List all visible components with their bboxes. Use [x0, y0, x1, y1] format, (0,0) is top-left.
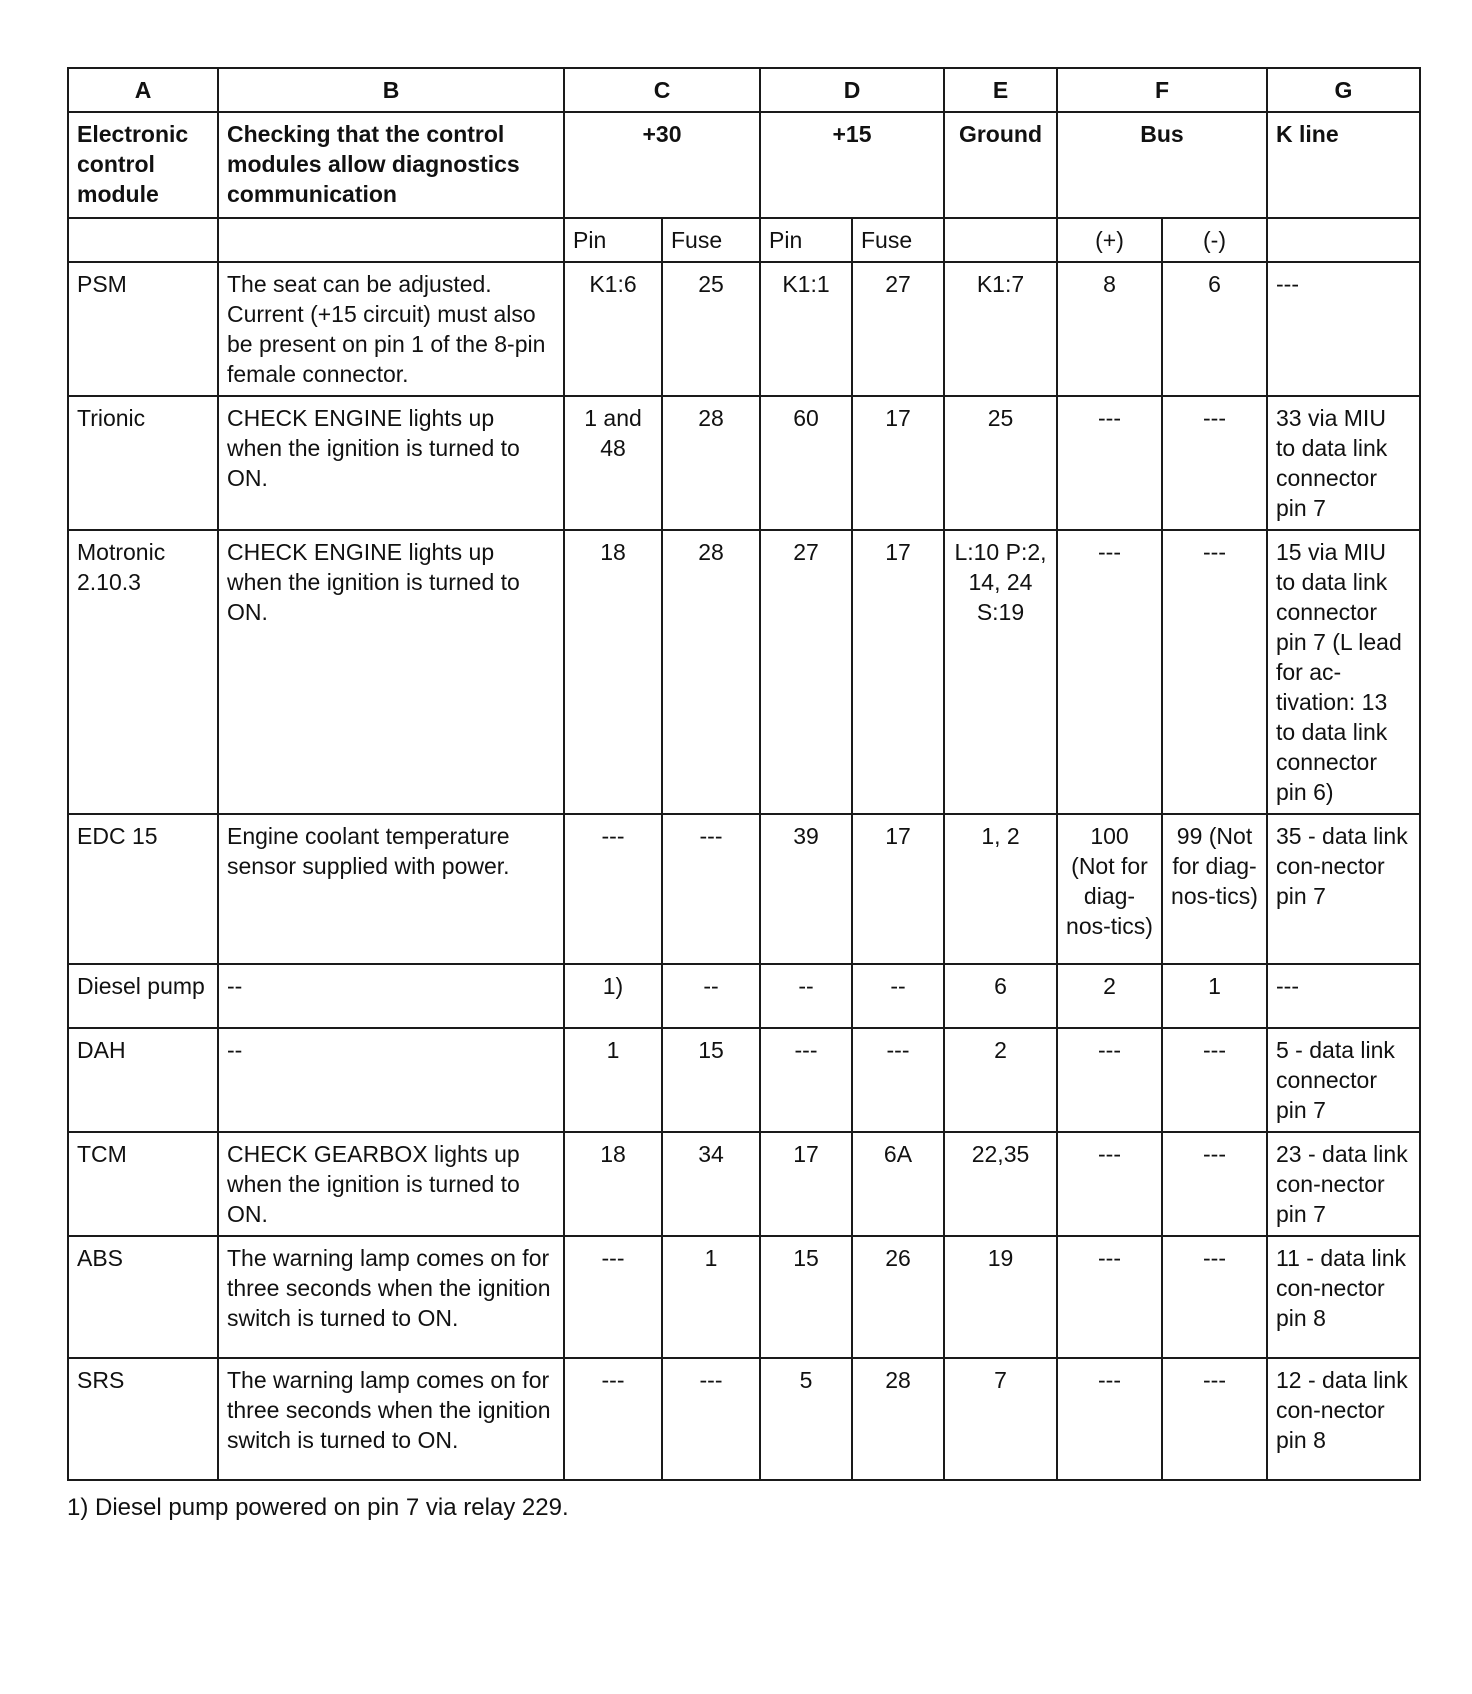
- cell-bus-plus: ---: [1057, 1132, 1162, 1236]
- subheader-empty: [944, 218, 1057, 262]
- cell-plus15-fuse: 17: [852, 814, 944, 964]
- cell-plus30-pin: 18: [564, 1132, 662, 1236]
- document-page: [67, 67, 1419, 1523]
- cell-bus-minus: 99 (Not for diag-nos-tics): [1162, 814, 1267, 964]
- cell-plus15-fuse: 17: [852, 530, 944, 814]
- subheader-plus15-fuse: Fuse: [852, 218, 944, 262]
- cell-k-line: 15 via MIU to data link connector pin 7 (L lead for ac-tivation: 13 to data link connector pin 6): [1267, 530, 1420, 814]
- cell-plus15-pin: --: [760, 964, 852, 1028]
- cell-plus15-pin: 17: [760, 1132, 852, 1236]
- cell-ground: K1:7: [944, 262, 1057, 396]
- cell-plus30-fuse: 28: [662, 396, 760, 530]
- header-row: [68, 112, 1420, 218]
- cell-bus-plus: 8: [1057, 262, 1162, 396]
- cell-check: --: [218, 964, 564, 1028]
- cell-plus30-pin: 1: [564, 1028, 662, 1132]
- cell-bus-minus: ---: [1162, 1358, 1267, 1480]
- cell-ground: 22,35: [944, 1132, 1057, 1236]
- table-row: [68, 530, 1420, 814]
- cell-ground: 1, 2: [944, 814, 1057, 964]
- cell-check: The warning lamp comes on for three seconds when the ignition switch is turned to ON.: [218, 1236, 564, 1358]
- cell-bus-plus: 100 (Not for diag-nos-tics): [1057, 814, 1162, 964]
- cell-ground: 25: [944, 396, 1057, 530]
- table-row: [68, 814, 1420, 964]
- column-letter-c: C: [564, 68, 760, 112]
- column-letter-row: [68, 68, 1420, 112]
- header-bus: Bus: [1057, 112, 1267, 218]
- cell-module: TCM: [68, 1132, 218, 1236]
- cell-check: --: [218, 1028, 564, 1132]
- cell-bus-plus: ---: [1057, 1358, 1162, 1480]
- table-body: [68, 68, 1420, 1480]
- cell-plus30-pin: 18: [564, 530, 662, 814]
- cell-plus30-pin: ---: [564, 814, 662, 964]
- cell-plus30-fuse: --: [662, 964, 760, 1028]
- cell-bus-minus: ---: [1162, 1132, 1267, 1236]
- table-row: [68, 1236, 1420, 1358]
- cell-ground: 19: [944, 1236, 1057, 1358]
- cell-module: ABS: [68, 1236, 218, 1358]
- cell-plus15-fuse: 28: [852, 1358, 944, 1480]
- cell-k-line: 5 - data link connector pin 7: [1267, 1028, 1420, 1132]
- cell-ground: L:10 P:2, 14, 24 S:19: [944, 530, 1057, 814]
- cell-plus15-pin: 27: [760, 530, 852, 814]
- subheader-bus-minus: (-): [1162, 218, 1267, 262]
- table-row: [68, 262, 1420, 396]
- subheader-plus15-pin: Pin: [760, 218, 852, 262]
- cell-plus15-fuse: 6A: [852, 1132, 944, 1236]
- cell-check: Engine coolant temperature sensor supplied with power.: [218, 814, 564, 964]
- cell-module: Trionic: [68, 396, 218, 530]
- cell-k-line: 23 - data link con-nector pin 7: [1267, 1132, 1420, 1236]
- cell-plus30-pin: ---: [564, 1358, 662, 1480]
- cell-plus30-pin: K1:6: [564, 262, 662, 396]
- cell-module: Motronic 2.10.3: [68, 530, 218, 814]
- column-letter-f: F: [1057, 68, 1267, 112]
- cell-plus15-fuse: 27: [852, 262, 944, 396]
- cell-plus30-pin: ---: [564, 1236, 662, 1358]
- diagnostics-table: [67, 67, 1421, 1481]
- cell-plus30-fuse: 25: [662, 262, 760, 396]
- column-letter-g: G: [1267, 68, 1420, 112]
- subheader-bus-plus: (+): [1057, 218, 1162, 262]
- cell-k-line: 35 - data link con-nector pin 7: [1267, 814, 1420, 964]
- subheader-plus30-fuse: Fuse: [662, 218, 760, 262]
- subheader-empty: [68, 218, 218, 262]
- footnote: 1) Diesel pump powered on pin 7 via relay 229.: [67, 1494, 569, 1521]
- cell-check: CHECK ENGINE lights up when the ignition is turned to ON.: [218, 396, 564, 530]
- table-row: [68, 1028, 1420, 1132]
- cell-plus15-pin: 39: [760, 814, 852, 964]
- cell-ground: 2: [944, 1028, 1057, 1132]
- table-row: [68, 396, 1420, 530]
- table-row: [68, 964, 1420, 1028]
- cell-check: The seat can be adjusted. Current (+15 circuit) must also be present on pin 1 of the 8-pin female connector.: [218, 262, 564, 396]
- subheader-empty: [218, 218, 564, 262]
- cell-plus30-pin: 1 and 48: [564, 396, 662, 530]
- cell-bus-minus: ---: [1162, 396, 1267, 530]
- cell-plus15-pin: 5: [760, 1358, 852, 1480]
- cell-bus-plus: ---: [1057, 530, 1162, 814]
- cell-plus30-fuse: 15: [662, 1028, 760, 1132]
- cell-module: Diesel pump: [68, 964, 218, 1028]
- cell-bus-plus: ---: [1057, 396, 1162, 530]
- cell-plus30-pin: 1): [564, 964, 662, 1028]
- cell-k-line: 12 - data link con-nector pin 8: [1267, 1358, 1420, 1480]
- header-plus30: +30: [564, 112, 760, 218]
- cell-bus-plus: 2: [1057, 964, 1162, 1028]
- column-letter-b: B: [218, 68, 564, 112]
- cell-module: DAH: [68, 1028, 218, 1132]
- cell-plus15-pin: ---: [760, 1028, 852, 1132]
- cell-ground: 7: [944, 1358, 1057, 1480]
- cell-k-line: ---: [1267, 964, 1420, 1028]
- cell-bus-minus: 1: [1162, 964, 1267, 1028]
- subheader-empty: [1267, 218, 1420, 262]
- cell-plus30-fuse: ---: [662, 814, 760, 964]
- header-k-line: K line: [1267, 112, 1420, 218]
- header-ground: Ground: [944, 112, 1057, 218]
- cell-plus15-pin: 60: [760, 396, 852, 530]
- cell-k-line: 33 via MIU to data link connector pin 7: [1267, 396, 1420, 530]
- cell-bus-minus: ---: [1162, 1028, 1267, 1132]
- cell-plus15-fuse: ---: [852, 1028, 944, 1132]
- cell-module: PSM: [68, 262, 218, 396]
- cell-plus15-pin: 15: [760, 1236, 852, 1358]
- cell-module: EDC 15: [68, 814, 218, 964]
- cell-bus-plus: ---: [1057, 1028, 1162, 1132]
- column-letter-a: A: [68, 68, 218, 112]
- header-checking: Checking that the control modules allow diagnostics communication: [218, 112, 564, 218]
- cell-bus-minus: ---: [1162, 530, 1267, 814]
- cell-bus-minus: ---: [1162, 1236, 1267, 1358]
- cell-plus15-fuse: --: [852, 964, 944, 1028]
- subheader-plus30-pin: Pin: [564, 218, 662, 262]
- cell-ground: 6: [944, 964, 1057, 1028]
- cell-bus-plus: ---: [1057, 1236, 1162, 1358]
- cell-k-line: ---: [1267, 262, 1420, 396]
- cell-plus15-fuse: 17: [852, 396, 944, 530]
- cell-plus15-fuse: 26: [852, 1236, 944, 1358]
- cell-plus15-pin: K1:1: [760, 262, 852, 396]
- column-letter-e: E: [944, 68, 1057, 112]
- column-letter-d: D: [760, 68, 944, 112]
- cell-plus30-fuse: 34: [662, 1132, 760, 1236]
- table-row: [68, 1132, 1420, 1236]
- table-row: [68, 1358, 1420, 1480]
- cell-plus30-fuse: 1: [662, 1236, 760, 1358]
- subheader-row: [68, 218, 1420, 262]
- cell-bus-minus: 6: [1162, 262, 1267, 396]
- cell-check: CHECK GEARBOX lights up when the ignition is turned to ON.: [218, 1132, 564, 1236]
- cell-k-line: 11 - data link con-nector pin 8: [1267, 1236, 1420, 1358]
- header-electronic-control-module: Electronic control module: [68, 112, 218, 218]
- cell-check: The warning lamp comes on for three seconds when the ignition switch is turned to ON.: [218, 1358, 564, 1480]
- cell-check: CHECK ENGINE lights up when the ignition is turned to ON.: [218, 530, 564, 814]
- cell-plus30-fuse: ---: [662, 1358, 760, 1480]
- cell-module: SRS: [68, 1358, 218, 1480]
- header-plus15: +15: [760, 112, 944, 218]
- cell-plus30-fuse: 28: [662, 530, 760, 814]
